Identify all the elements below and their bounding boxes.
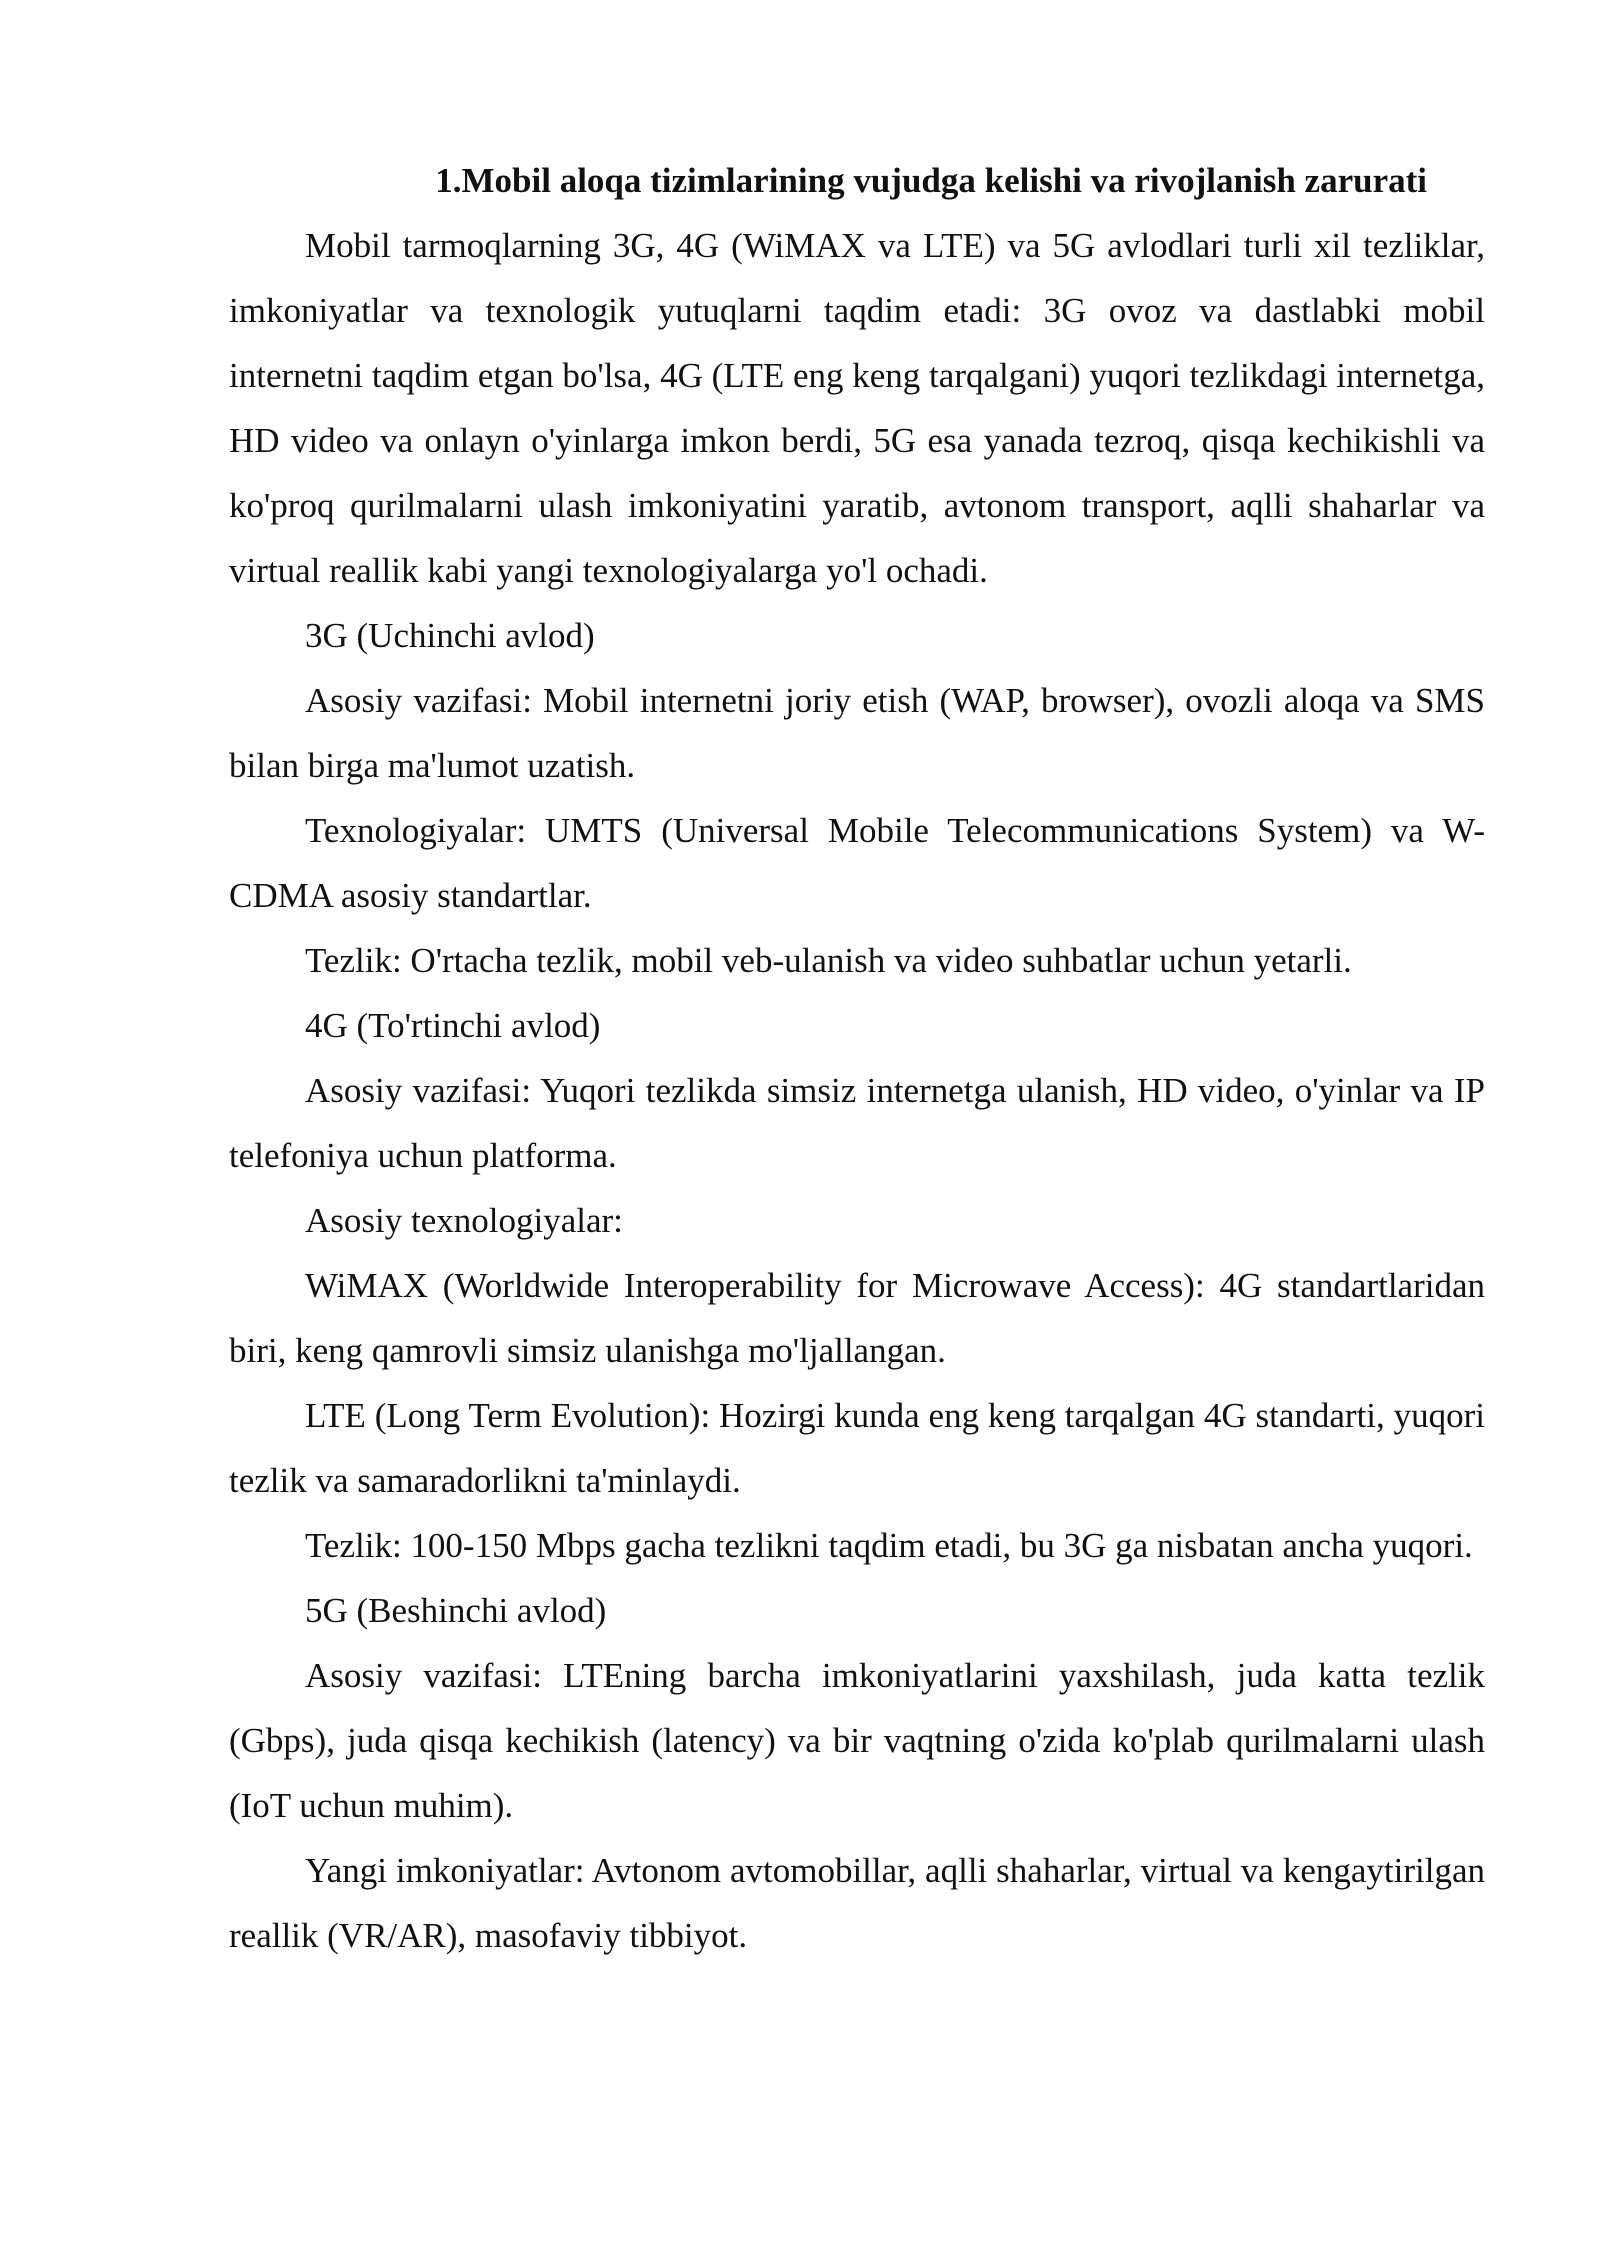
subheading-3g: 3G (Uchinchi avlod) — [305, 616, 595, 655]
paragraph-wimax: WiMAX (Worldwide Interoperability for Microwave Access): 4G standartlaridan biri, keng qamrovli simsiz ulanishga mo'ljallangan. — [229, 1266, 1485, 1370]
paragraph-3g-speed: Tezlik: O'rtacha tezlik, mobil veb-ulanish va video suhbatlar uchun yetarli. — [305, 941, 1352, 980]
subheading-5g: 5G (Beshinchi avlod) — [305, 1591, 607, 1630]
section-heading: 1.Mobil aloqa tizimlarining vujudga kelishi va rivojlanish zarurati — [435, 161, 1427, 200]
document-body — [229, 148, 1485, 1968]
paragraph-4g-speed: Tezlik: 100-150 Mbps gacha tezlikni taqdim etadi, bu 3G ga nisbatan ancha yuqori. — [305, 1526, 1473, 1565]
paragraph-4g-technologies-label: Asosiy texnologiyalar: — [305, 1201, 623, 1240]
paragraph-lte: LTE (Long Term Evolution): Hozirgi kunda eng keng tarqalgan 4G standarti, yuqori tezlik va samaradorlikni ta'minlaydi. — [229, 1396, 1485, 1500]
paragraph-4g-purpose: Asosiy vazifasi: Yuqori tezlikda simsiz internetga ulanish, HD video, o'yinlar va IP telefoniya uchun platforma. — [229, 1071, 1485, 1175]
paragraph-5g-features: Yangi imkoniyatlar: Avtonom avtomobillar, aqlli shaharlar, virtual va kengaytirilgan reallik (VR/AR), masofaviy tibbiyot. — [229, 1851, 1485, 1955]
paragraph-5g-purpose: Asosiy vazifasi: LTEning barcha imkoniyatlarini yaxshilash, juda katta tezlik (Gbps), juda qisqa kechikish (latency) va bir vaqtning o'zida ko'plab qurilmalarni ulash (IoT uchun muhim). — [229, 1656, 1485, 1825]
paragraph-3g-purpose: Asosiy vazifasi: Mobil internetni joriy etish (WAP, browser), ovozli aloqa va SMS bilan birga ma'lumot uzatish. — [229, 681, 1485, 785]
paragraph-3g-technologies: Texnologiyalar: UMTS (Universal Mobile Telecommunications System) va W-CDMA asosiy standartlar. — [229, 811, 1485, 915]
intro-paragraph: Mobil tarmoqlarning 3G, 4G (WiMAX va LTE) va 5G avlodlari turli xil tezliklar, imkoniyatlar va texnologik yutuqlarni taqdim etadi: 3G ovoz va dastlabki mobil internetni taqdim etgan bo'lsa, 4G (LTE eng keng tarqalgani) yuqori tezlikdagi internetga, HD video va onlayn o'yinlarga imkon berdi, 5G esa yanada tezroq, qisqa kechikishli va ko'proq qurilmalarni ulash imkoniyatini yaratib, avtonom transport, aqlli shaharlar va virtual reallik kabi yangi texnologiyalarga yo'l ochadi. — [229, 226, 1485, 590]
subheading-4g: 4G (To'rtinchi avlod) — [305, 1006, 601, 1045]
